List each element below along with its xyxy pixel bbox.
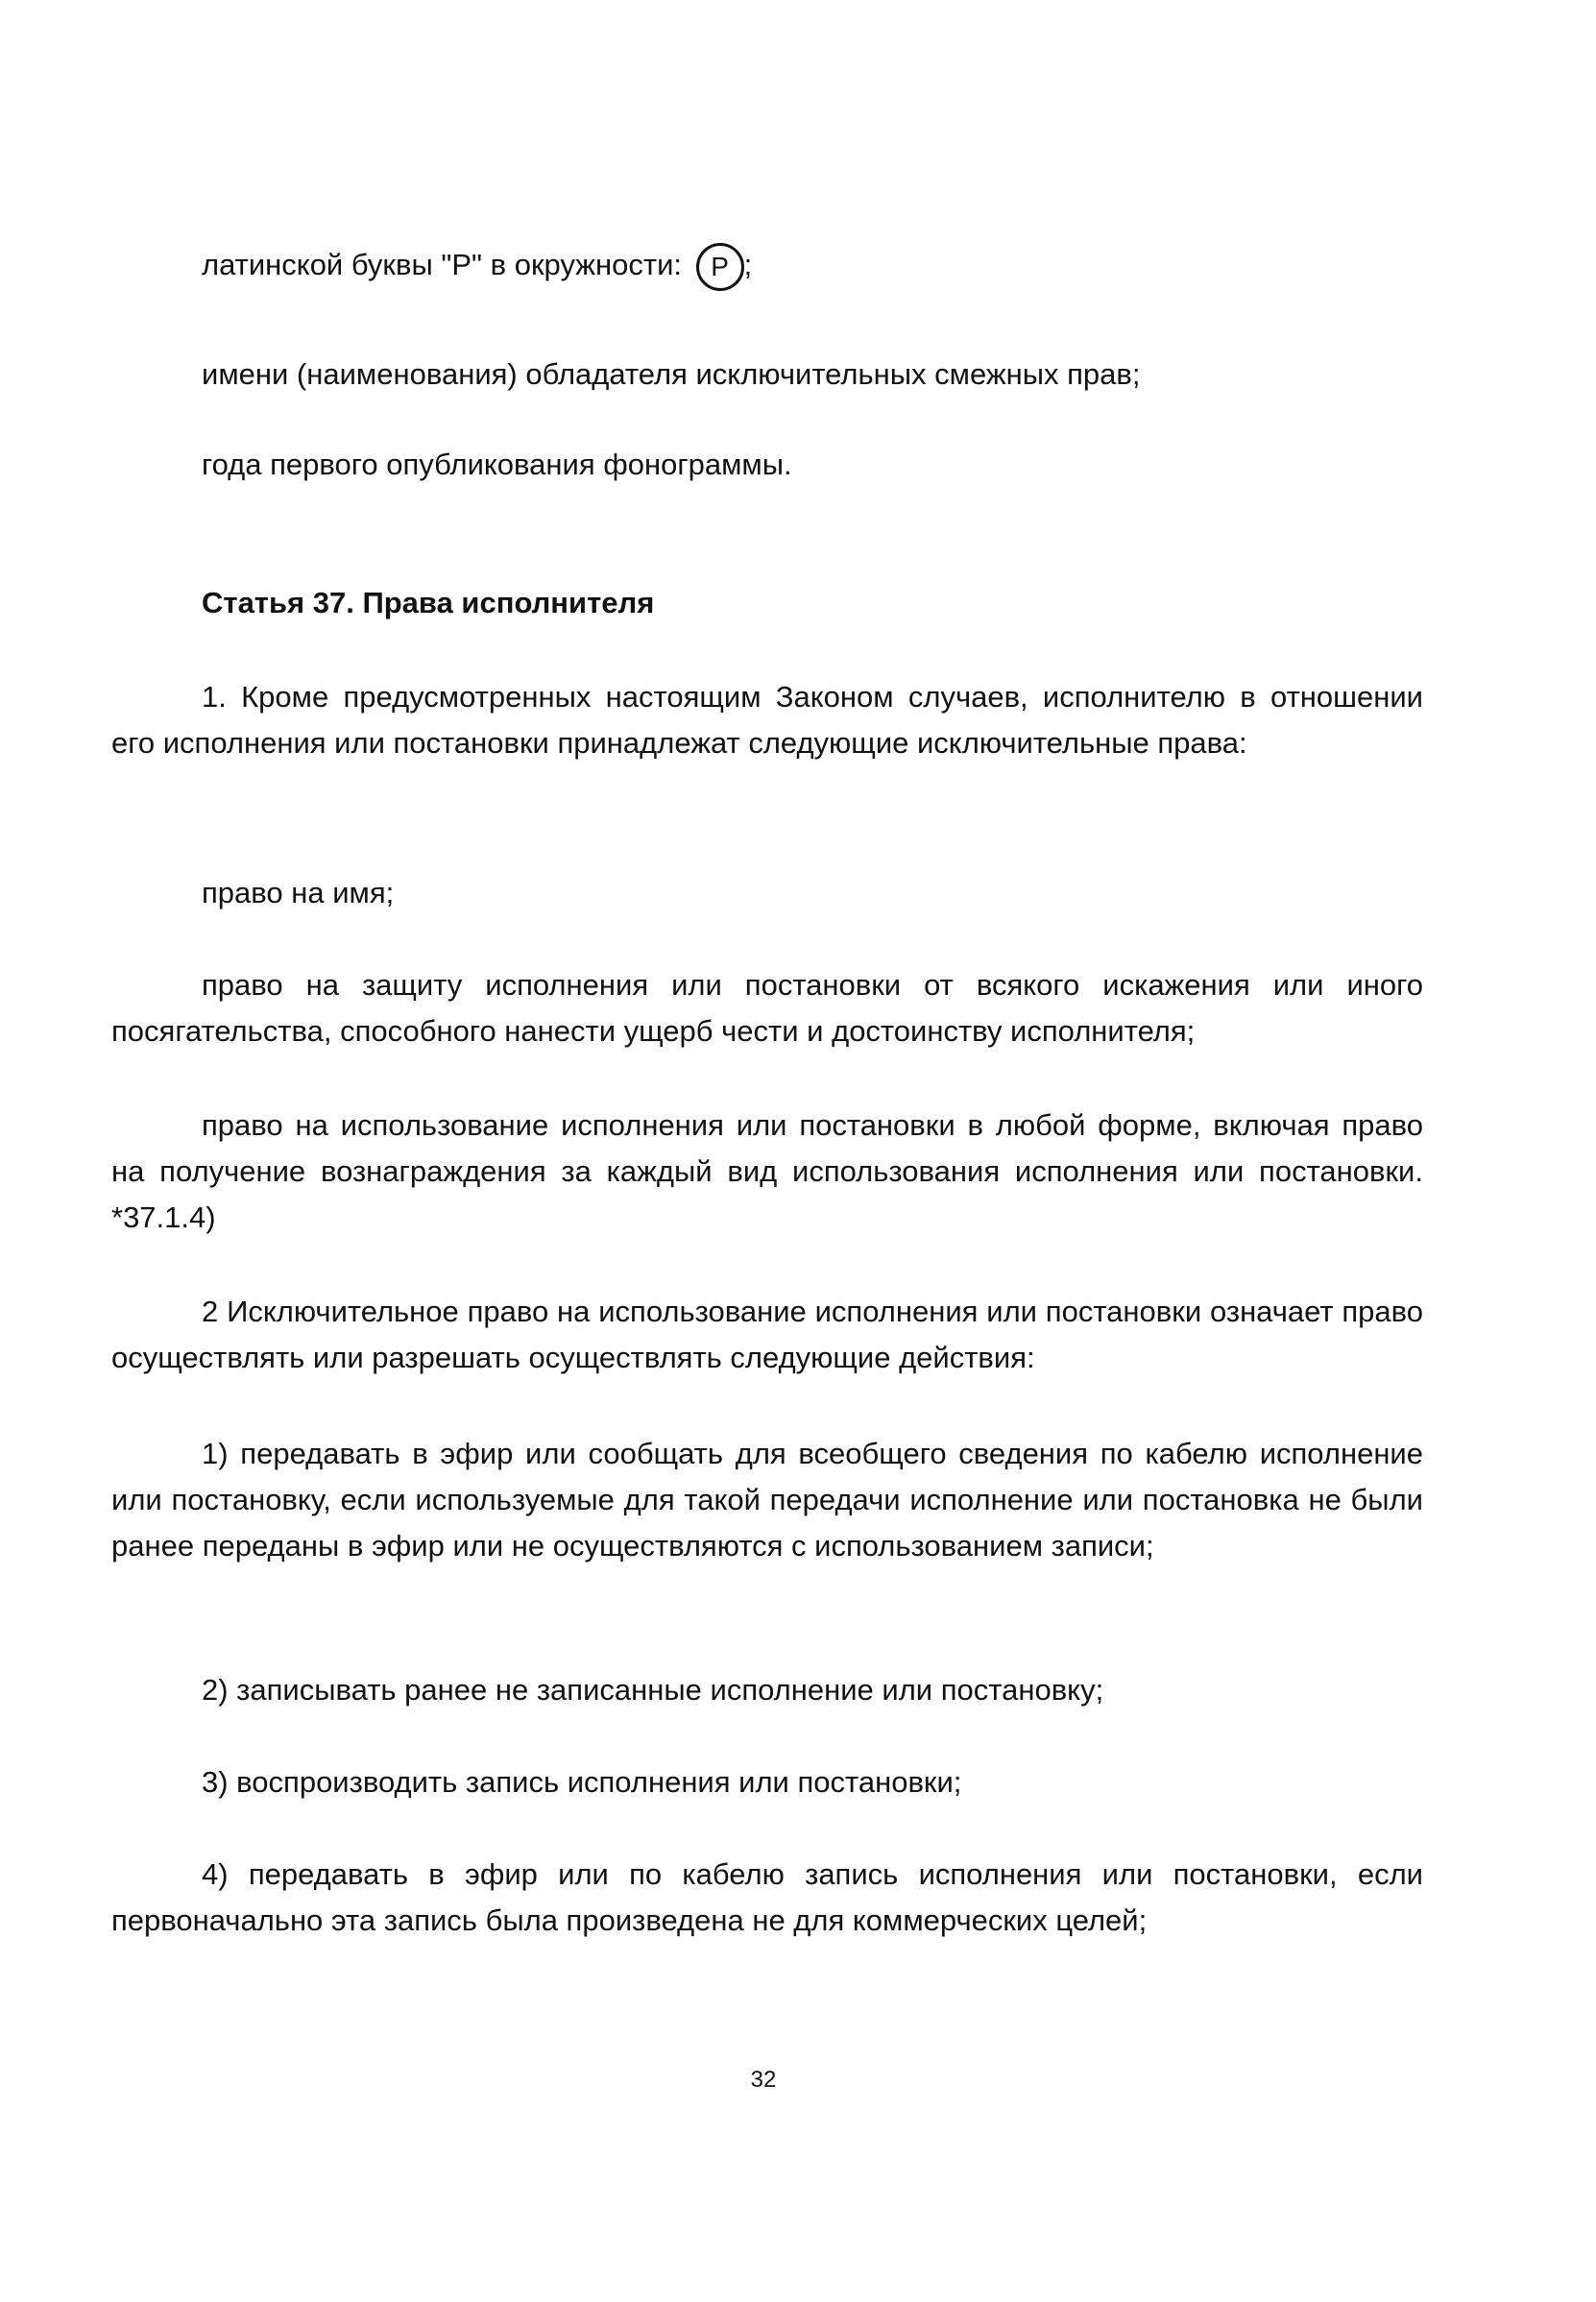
- article-heading: Статья 37. Права исполнителя: [202, 586, 655, 619]
- paragraph-1: 1. Кроме предусмотренных настоящим Законом случаев, исполнителю в отношении его исполнения или постановки принадлежат следующие исключительные права:: [111, 680, 1423, 760]
- phonogram-symbol-line-text: латинской буквы "Р" в окружности:: [202, 248, 690, 281]
- paragraph-2: 2 Исключительное право на использование исполнения или постановки означает право осуществлять или разрешать осуществлять следующие действия:: [111, 1295, 1423, 1374]
- list-item-1: 1) передавать в эфир или сообщать для всеобщего сведения по кабелю исполнение или постановку, если используемые для такой передачи исполнение или постановка не были ранее переданы в эфир или не осуществляются с использованием записи;: [111, 1437, 1423, 1563]
- phonogram-symbol-line: [202, 242, 1423, 291]
- first-publication-year-line: года первого опубликования фонограммы.: [202, 448, 792, 481]
- rights-holder-name-line: имени (наименования) обладателя исключительных смежных прав;: [202, 357, 1141, 391]
- sound-recording-p-icon: P: [696, 243, 744, 291]
- list-item-2: 2) записывать ранее не записанные исполнение или постановку;: [202, 1673, 1104, 1707]
- page-number: 32: [750, 2067, 777, 2093]
- list-item-3: 3) воспроизводить запись исполнения или постановки;: [202, 1765, 962, 1799]
- right-to-name: право на имя;: [202, 876, 395, 909]
- phonogram-symbol-line-suffix: ;: [743, 248, 753, 281]
- right-to-protection: право на защиту исполнения или постановки от всякого искажения или иного посягательства, способного нанести ущерб чести и достоинству исполнителя;: [111, 968, 1423, 1048]
- list-item-4: 4) передавать в эфир или по кабелю запись исполнения или постановки, если первоначально эта запись была произведена не для коммерческих целей;: [111, 1857, 1423, 1937]
- right-to-use: право на использование исполнения или постановки в любой форме, включая право на получение вознаграждения за каждый вид использования исполнения или постановки. *37.1.4): [111, 1108, 1423, 1234]
